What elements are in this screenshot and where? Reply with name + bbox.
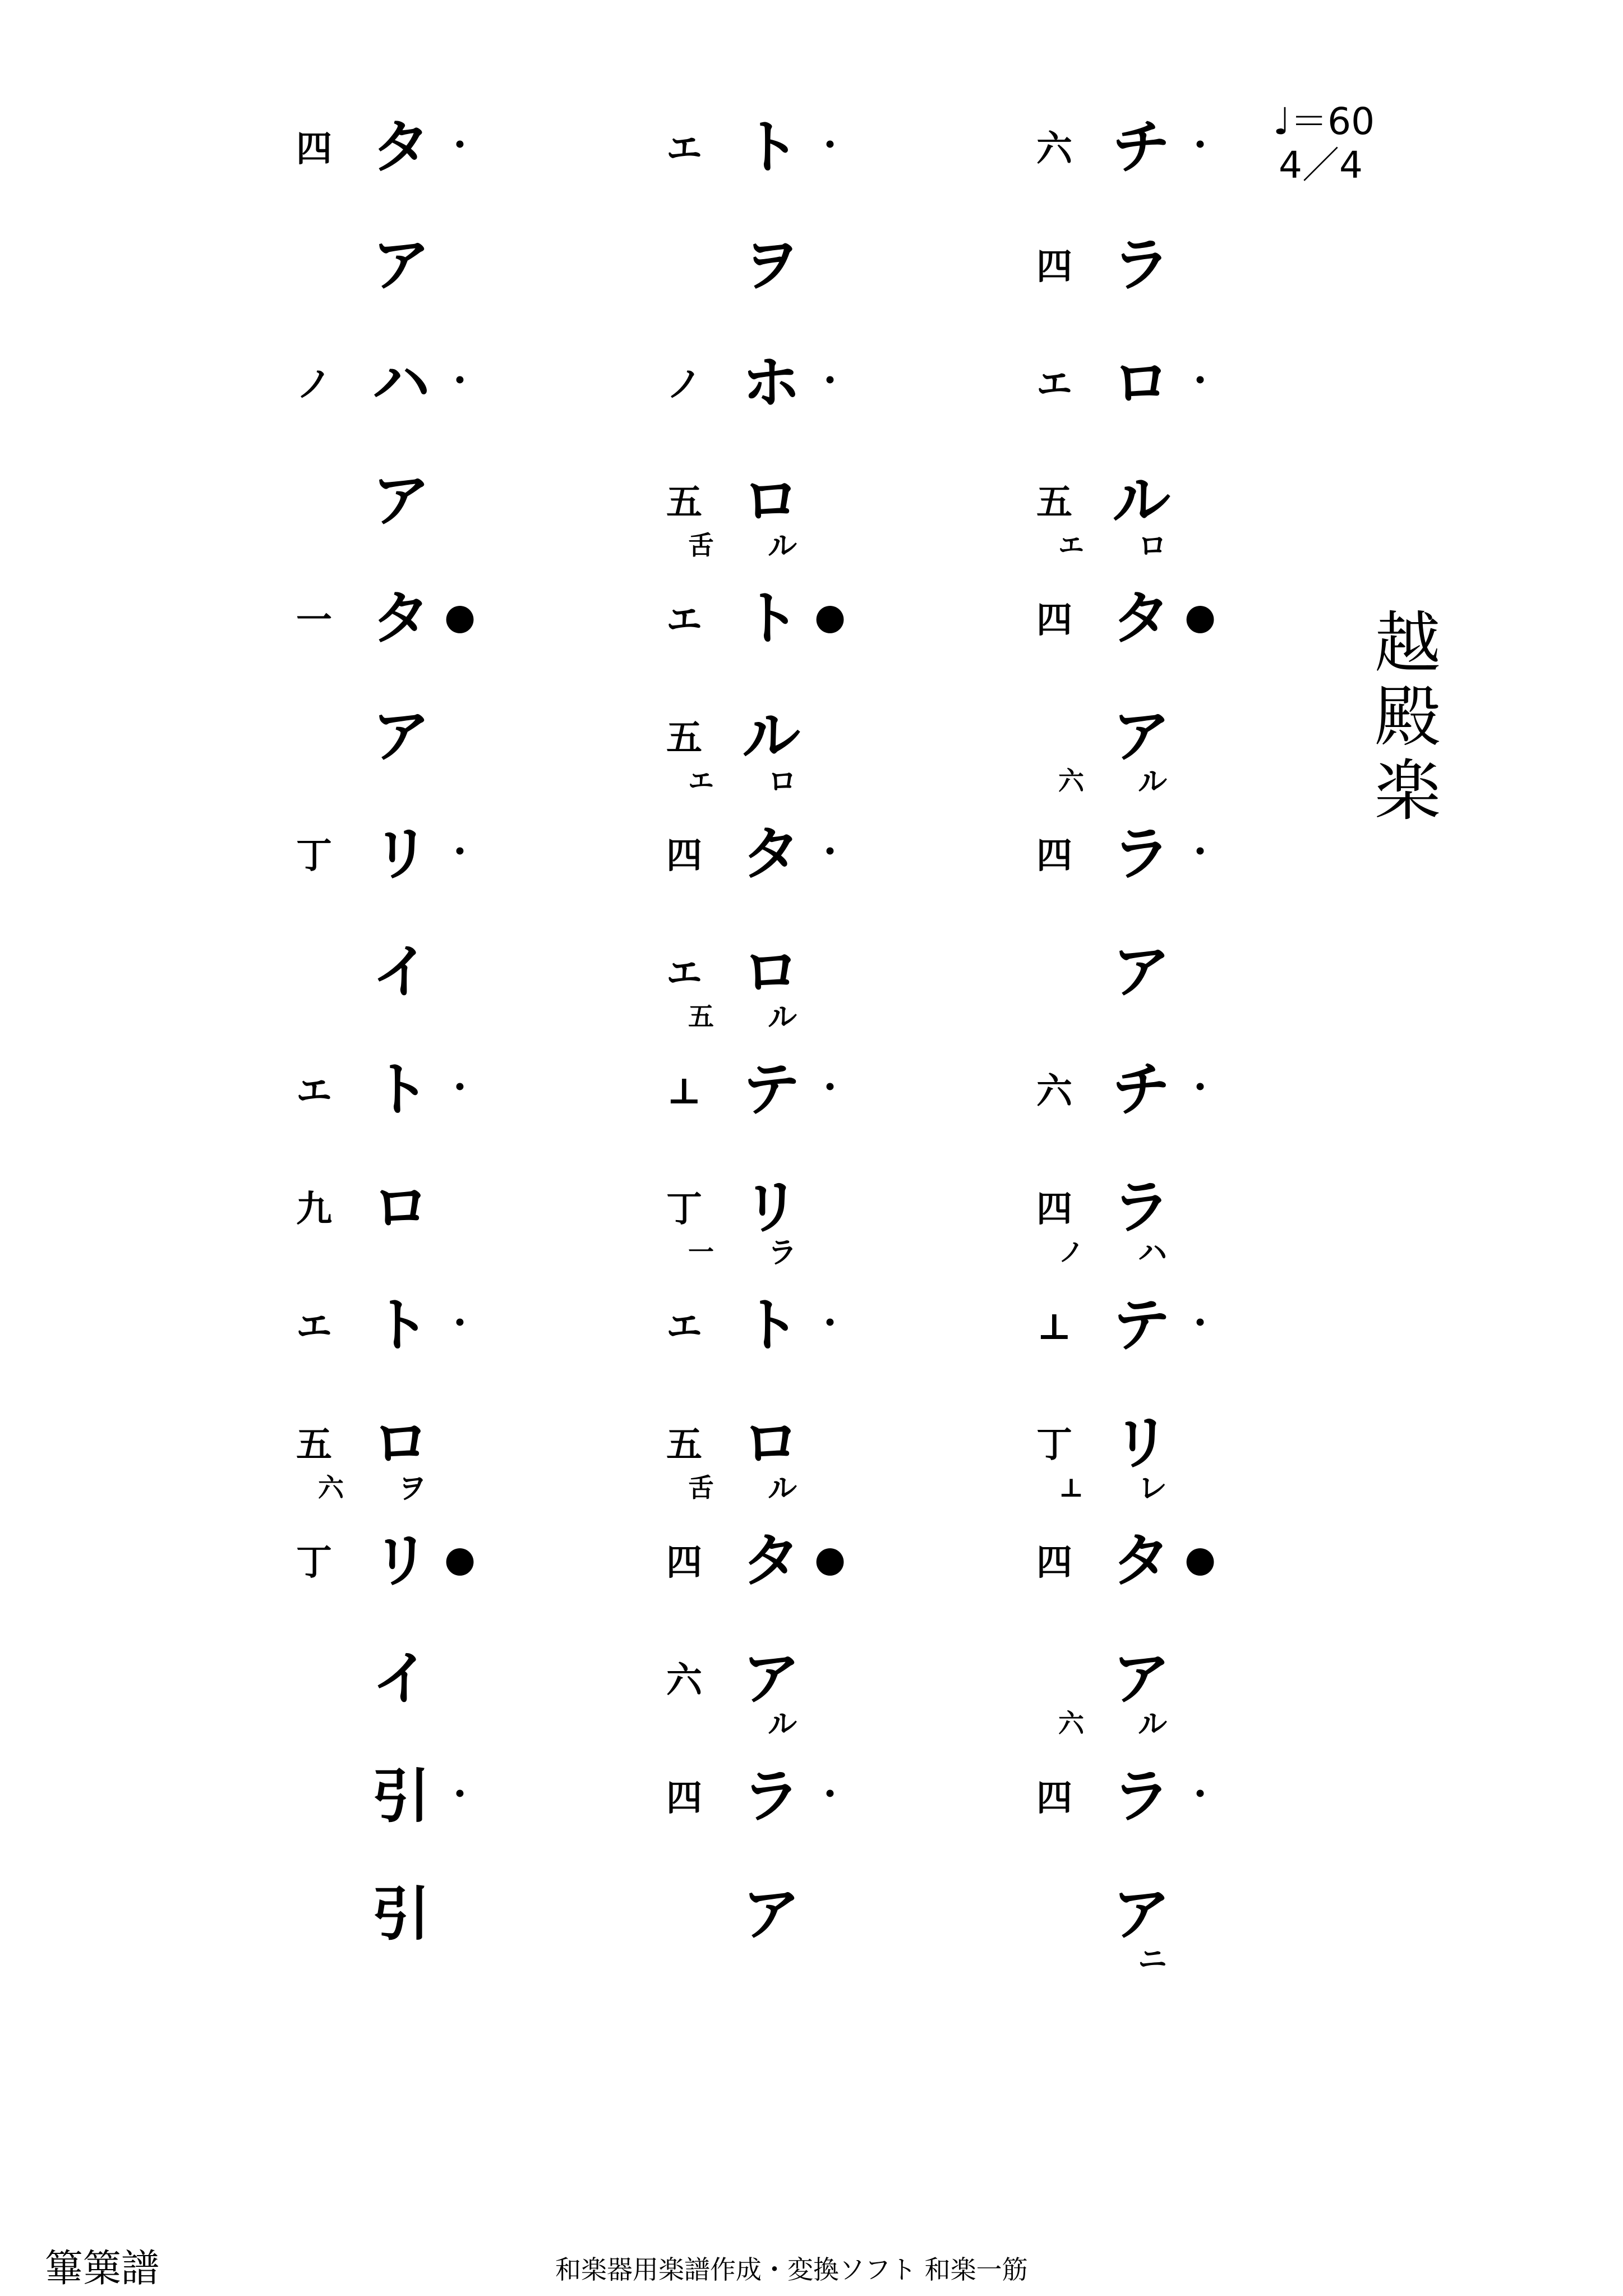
fingering-mark: 四 <box>666 1542 702 1584</box>
score-cell <box>280 1874 527 1991</box>
time-signature: 4／4 <box>1279 144 1363 187</box>
shoga-syllable: ア <box>741 1879 800 1948</box>
fingering-mark: エ <box>666 599 702 641</box>
fingering-mark: 六 <box>1036 128 1072 170</box>
shoga-syllable: ト <box>741 1290 800 1359</box>
shoga-syllable: ラ <box>741 1761 800 1830</box>
fingering-mark: 一 <box>296 599 332 641</box>
beat-marker: ・ <box>443 1304 477 1343</box>
fingering-mark: 丁 <box>296 835 332 877</box>
sub-fingering-mark: エ <box>1058 530 1084 560</box>
shoga-syllable: タ <box>371 583 430 652</box>
shoga-syllable: ル <box>741 701 800 770</box>
shoga-syllable: ラ <box>1112 230 1170 299</box>
sub-syllable: ル <box>1137 1707 1167 1741</box>
fingering-mark: 五 <box>296 1424 332 1466</box>
sub-syllable: ロ <box>767 765 797 799</box>
shoga-syllable: ア <box>1112 1644 1170 1713</box>
shoga-syllable: ヲ <box>741 230 800 299</box>
fingering-mark: エ <box>666 1306 702 1348</box>
score-cell <box>280 1402 527 1520</box>
shoga-syllable: ア <box>1112 937 1170 1006</box>
fingering-mark: エ <box>666 128 702 170</box>
shoga-syllable: タ <box>371 112 430 181</box>
score-cell <box>280 1756 527 1874</box>
shoga-syllable: ロ <box>741 937 800 1006</box>
shoga-syllable: ト <box>741 112 800 181</box>
fingering-mark: 五 <box>666 481 702 523</box>
shoga-syllable: リ <box>371 1526 430 1595</box>
shoga-syllable: イ <box>371 1644 430 1713</box>
fingering-mark: 五 <box>666 717 702 759</box>
fingering-mark: 六 <box>666 1659 702 1701</box>
fingering-mark: 五 <box>666 1424 702 1466</box>
score-cell <box>1021 578 1267 696</box>
beat-marker: ・ <box>1183 833 1217 872</box>
score-cell <box>280 107 527 224</box>
score-cell <box>1021 342 1267 460</box>
beat-marker: ・ <box>443 1069 477 1108</box>
sub-syllable: ル <box>767 1000 797 1034</box>
score-cell <box>280 460 527 578</box>
sub-syllable: ロ <box>1137 529 1167 563</box>
score-cell <box>1021 1049 1267 1167</box>
shoga-syllable: タ <box>1112 1526 1170 1595</box>
tempo-marking: ♩＝60 <box>1273 100 1375 143</box>
fingering-mark: 六 <box>1036 1070 1072 1112</box>
score-cell <box>651 224 897 342</box>
sub-syllable: ラ <box>767 1236 797 1270</box>
beat-marker: ・ <box>813 1069 847 1108</box>
sub-fingering-mark: ⊥ <box>1058 1473 1084 1503</box>
shoga-syllable: タ <box>741 1526 800 1595</box>
fingering-mark: 四 <box>1036 1542 1072 1584</box>
fingering-mark: 丁 <box>1036 1424 1072 1466</box>
score-cell <box>651 1638 897 1756</box>
sub-fingering-mark: エ <box>688 766 714 796</box>
fingering-mark: 四 <box>1036 1188 1072 1230</box>
beat-marker: ・ <box>443 833 477 872</box>
shoga-syllable: ラ <box>1112 1172 1170 1241</box>
footer-instrument: 篳篥譜 <box>45 2247 160 2291</box>
beat-marker: ● <box>1184 1538 1216 1580</box>
fingering-mark: エ <box>666 953 702 995</box>
shoga-syllable: ラ <box>1112 819 1170 888</box>
score-cell <box>1021 813 1267 931</box>
fingering-mark: 五 <box>1036 481 1072 523</box>
beat-marker: ● <box>814 1538 846 1580</box>
shoga-syllable: ロ <box>371 1172 430 1241</box>
footer-software: 和楽器用楽譜作成・変換ソフト 和楽一筋 <box>555 2254 1028 2285</box>
fingering-mark: 四 <box>1036 835 1072 877</box>
tempo-block <box>1273 100 1441 187</box>
beat-marker: ・ <box>443 126 477 165</box>
shoga-syllable: チ <box>1112 112 1170 181</box>
beat-marker: ・ <box>813 126 847 165</box>
score-cell <box>1021 224 1267 342</box>
score-cell <box>651 931 897 1049</box>
score-cell <box>280 1285 527 1402</box>
score-cell <box>1021 1520 1267 1638</box>
beat-marker: ・ <box>1183 1775 1217 1815</box>
score-cell <box>280 696 527 813</box>
beat-marker: ・ <box>1183 362 1217 401</box>
sub-syllable: ル <box>767 1707 797 1741</box>
shoga-syllable: ア <box>371 466 430 535</box>
sub-syllable: ニ <box>1137 1943 1167 1977</box>
beat-marker: ・ <box>813 1775 847 1815</box>
shoga-syllable: ロ <box>741 1408 800 1477</box>
beat-marker: ● <box>444 1538 476 1580</box>
score-cell <box>1021 1874 1267 1991</box>
beat-marker: ・ <box>1183 1069 1217 1108</box>
fingering-mark: 四 <box>666 835 702 877</box>
shoga-syllable: ア <box>1112 1879 1170 1948</box>
fingering-mark: 丁 <box>666 1188 702 1230</box>
shoga-syllable: リ <box>1112 1408 1170 1477</box>
sub-fingering-mark: 六 <box>318 1473 344 1503</box>
shoga-syllable: 引 <box>371 1879 430 1948</box>
fingering-mark: ⊥ <box>667 1070 702 1112</box>
score-cell <box>651 1285 897 1402</box>
sub-syllable: ハ <box>1137 1236 1167 1270</box>
shoga-syllable: タ <box>741 819 800 888</box>
score-cell <box>280 224 527 342</box>
beat-marker: ・ <box>443 1775 477 1815</box>
sub-fingering-mark: 五 <box>688 1001 714 1032</box>
shoga-syllable: ト <box>371 1290 430 1359</box>
score-cell <box>280 1638 527 1756</box>
score-column-2 <box>651 107 897 1991</box>
sub-syllable: ル <box>1137 765 1167 799</box>
score-cell <box>651 813 897 931</box>
beat-marker: ● <box>1184 596 1216 638</box>
score-cell <box>1021 1285 1267 1402</box>
score-cell <box>280 578 527 696</box>
beat-marker: ・ <box>813 833 847 872</box>
score-cell <box>1021 1638 1267 1756</box>
score-cell <box>651 1756 897 1874</box>
shoga-syllable: リ <box>741 1172 800 1241</box>
shoga-syllable: ア <box>371 230 430 299</box>
score-cell <box>651 342 897 460</box>
fingering-mark: ノ <box>666 364 702 406</box>
score-cell <box>651 1167 897 1285</box>
sub-fingering-mark: ノ <box>1058 1237 1084 1267</box>
shoga-syllable: リ <box>371 819 430 888</box>
piece-title: 越殿楽 <box>1374 604 1441 830</box>
shoga-syllable: タ <box>1112 583 1170 652</box>
beat-marker: ・ <box>813 362 847 401</box>
beat-marker: ・ <box>1183 126 1217 165</box>
sub-syllable: ヲ <box>397 1471 427 1506</box>
fingering-mark: 四 <box>296 128 332 170</box>
sub-syllable: ル <box>767 529 797 563</box>
shoga-syllable: ト <box>741 583 800 652</box>
shoga-syllable: テ <box>741 1055 800 1124</box>
score-cell <box>1021 1402 1267 1520</box>
fingering-mark: 丁 <box>296 1542 332 1584</box>
score-cell <box>1021 696 1267 813</box>
shoga-syllable: ア <box>1112 701 1170 770</box>
fingering-mark: エ <box>296 1306 332 1348</box>
fingering-mark: ノ <box>296 364 332 406</box>
shoga-syllable: チ <box>1112 1055 1170 1124</box>
shoga-syllable: ロ <box>371 1408 430 1477</box>
beat-marker: ・ <box>443 362 477 401</box>
shoga-syllable: ル <box>1112 466 1170 535</box>
fingering-mark: 四 <box>1036 246 1072 288</box>
score-cell <box>651 1520 897 1638</box>
score-cell <box>280 813 527 931</box>
sub-fingering-mark: 六 <box>1058 1708 1084 1738</box>
score-column-1 <box>1021 107 1267 1991</box>
score-cell <box>651 1402 897 1520</box>
shoga-syllable: ト <box>371 1055 430 1124</box>
shoga-syllable: ラ <box>1112 1761 1170 1830</box>
fingering-mark: エ <box>296 1070 332 1112</box>
beat-marker: ・ <box>1183 1304 1217 1343</box>
score-cell <box>1021 931 1267 1049</box>
score-cell <box>280 931 527 1049</box>
shoga-syllable: テ <box>1112 1290 1170 1359</box>
sub-fingering-mark: 舌 <box>688 1473 714 1503</box>
beat-marker: ● <box>814 596 846 638</box>
fingering-mark: 四 <box>1036 599 1072 641</box>
shoga-syllable: ア <box>371 701 430 770</box>
beat-marker: ・ <box>813 1304 847 1343</box>
score-cell <box>280 1049 527 1167</box>
shoga-syllable: ロ <box>1112 348 1170 417</box>
score-cell <box>1021 1167 1267 1285</box>
shoga-syllable: 引 <box>371 1761 430 1830</box>
fingering-mark: 四 <box>1036 1777 1072 1819</box>
sub-fingering-mark: 舌 <box>688 530 714 560</box>
shoga-syllable: ロ <box>741 466 800 535</box>
beat-marker: ● <box>444 596 476 638</box>
shoga-syllable: ホ <box>741 348 800 417</box>
score-cell <box>280 342 527 460</box>
score-cell <box>651 460 897 578</box>
score-cell <box>651 1049 897 1167</box>
sub-syllable: ル <box>767 1471 797 1506</box>
score-column-3 <box>280 107 527 1991</box>
score-cell <box>280 1167 527 1285</box>
score-cell <box>651 696 897 813</box>
score-cell <box>651 1874 897 1991</box>
shoga-syllable: ハ <box>371 348 430 417</box>
sub-fingering-mark: 六 <box>1058 766 1084 796</box>
fingering-mark: 九 <box>296 1188 332 1230</box>
score-cell <box>1021 460 1267 578</box>
score-cell <box>1021 107 1267 224</box>
score-cell <box>651 578 897 696</box>
sub-syllable: レ <box>1137 1471 1167 1506</box>
score-cell <box>280 1520 527 1638</box>
shoga-syllable: ア <box>741 1644 800 1713</box>
shoga-syllable: イ <box>371 937 430 1006</box>
score-cell <box>1021 1756 1267 1874</box>
fingering-mark: ⊥ <box>1037 1306 1072 1348</box>
fingering-mark: 四 <box>666 1777 702 1819</box>
sub-fingering-mark: 一 <box>688 1237 714 1267</box>
score-cell <box>651 107 897 224</box>
fingering-mark: エ <box>1036 364 1072 406</box>
